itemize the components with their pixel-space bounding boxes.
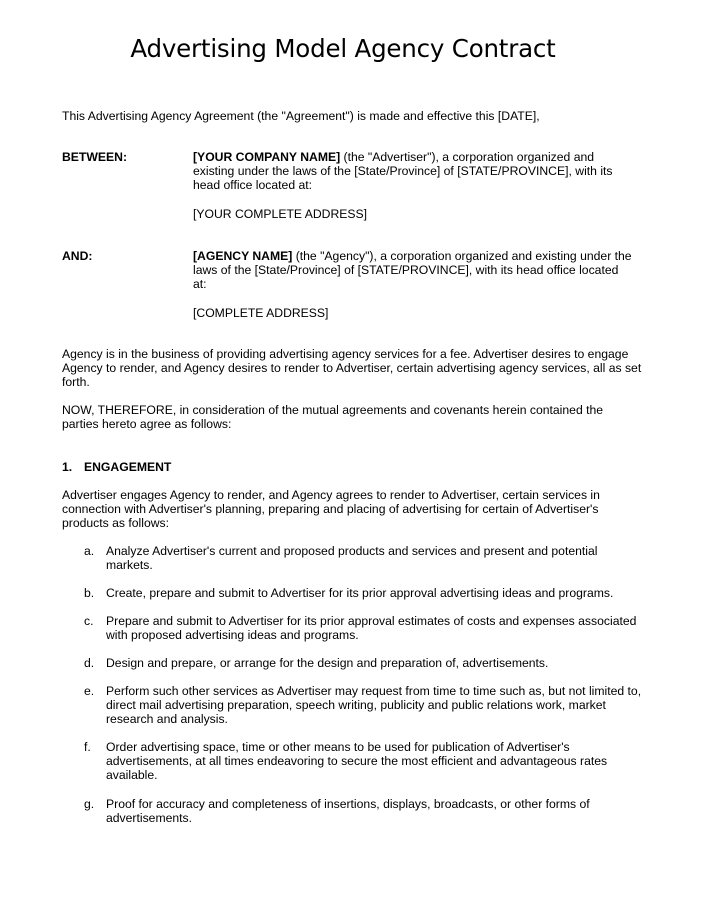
list-item	[84, 544, 644, 572]
recital-paragraph: Agency is in the business of providing advertising agency services for a fee. Advertiser desires to engage Agency to render, and Agency desires to render to Advertiser, certain advertising agency services, all as set forth.	[62, 347, 642, 390]
list-item	[84, 684, 644, 727]
and-party	[193, 249, 633, 320]
section-title: ENGAGEMENT	[84, 460, 172, 474]
list-item-text: Perform such other services as Advertiser may request from time to time such as, but not limited to, direct mail advertising preparation, speech writing, publicity and public relations work, market research and analysis.	[106, 684, 642, 727]
between-party-description	[193, 150, 633, 193]
intro-paragraph: This Advertising Agency Agreement (the "Agreement") is made and effective this [DATE],	[62, 109, 540, 123]
section-number: 1.	[62, 460, 73, 474]
list-item-text: Prepare and submit to Advertiser for its prior approval estimates of costs and expenses associated with proposed advertising ideas and programs.	[106, 614, 637, 643]
document-title: Advertising Model Agency Contract	[130, 34, 556, 63]
list-marker: d.	[84, 656, 95, 670]
list-item	[84, 797, 644, 825]
list-marker: a.	[84, 544, 95, 558]
list-item-text: Analyze Advertiser's current and proposed products and services and present and potential markets.	[106, 544, 598, 573]
and-party-text: (the "Agency"), a corporation organized and existing under the laws of the [State/Province] of [STATE/PROVINCE], with its head office located at:	[193, 249, 632, 292]
list-item	[84, 656, 644, 670]
and-label: AND:	[62, 249, 93, 263]
and-party-address: [COMPLETE ADDRESS]	[193, 305, 329, 320]
now-therefore-paragraph: NOW, THEREFORE, in consideration of the mutual agreements and covenants herein contained the parties hereto agree as follows:	[62, 403, 604, 432]
between-party-name: [YOUR COMPANY NAME]	[193, 150, 341, 164]
list-item	[84, 740, 644, 783]
between-party-address: [YOUR COMPLETE ADDRESS]	[193, 206, 368, 221]
list-item	[84, 614, 644, 642]
between-label: BETWEEN:	[62, 150, 127, 164]
list-item-text: Create, prepare and submit to Advertiser for its prior approval advertising ideas and programs.	[106, 586, 614, 600]
list-marker: c.	[84, 614, 94, 628]
between-party	[193, 150, 633, 221]
list-marker: g.	[84, 797, 95, 811]
list-item	[84, 586, 644, 600]
list-item-text: Design and prepare, or arrange for the design and preparation of, advertisements.	[106, 656, 549, 670]
engagement-paragraph: Advertiser engages Agency to render, and Agency agrees to render to Advertiser, certain services in connection with Advertiser's planning, preparing and placing of advertising for certain of Advertiser's products as follows:	[62, 488, 600, 531]
list-item-text: Proof for accuracy and completeness of insertions, displays, broadcasts, or other forms of advertisements.	[106, 797, 590, 826]
list-item-text: Order advertising space, time or other means to be used for publication of Advertiser's advertisements, at all times endeavoring to secure the most efficient and advantageous rates available.	[106, 740, 608, 783]
and-party-name: [AGENCY NAME]	[193, 249, 293, 263]
list-marker: e.	[84, 684, 95, 698]
section-heading-engagement	[62, 460, 171, 474]
between-party-text: (the "Advertiser"), a corporation organized and existing under the laws of the [State/Province] of [STATE/PROVINCE], with its head office located at:	[193, 150, 613, 193]
list-marker: f.	[84, 740, 91, 754]
list-marker: b.	[84, 586, 95, 600]
and-party-description	[193, 249, 633, 292]
